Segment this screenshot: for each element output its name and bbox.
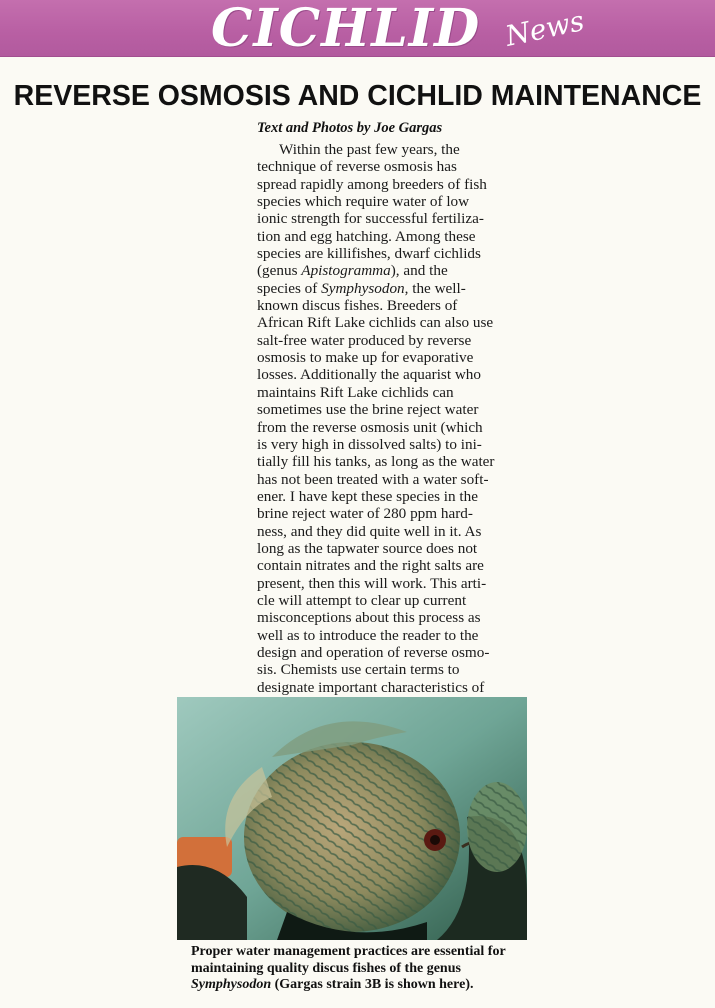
body-line: has not been treated with a water soft- [257,470,489,488]
body-line: from the reverse osmosis unit (which [257,418,483,436]
body-line: tion and egg hatching. Among these [257,227,476,245]
body-line: present, then this will work. This arti- [257,574,487,592]
body-line: tially fill his tanks, as long as the water [257,453,495,471]
body-line: ener. I have kept these species in the [257,487,478,505]
body-line: ionic strength for successful fertiliza- [257,210,484,228]
genus-name: Apistogramma [301,262,391,280]
body-line: well as to introduce the reader to the [257,626,479,644]
body-line: misconceptions about this process as [257,609,481,627]
body-line: is very high in dissolved salts) to ini- [257,435,482,453]
body-line: African Rift Lake cichlids can also use [257,314,494,332]
article-byline: Text and Photos by Joe Gargas [257,120,443,136]
masthead-banner [0,0,715,57]
body-line: species of Symphysodon, the well- [257,279,466,297]
body-line: sometimes use the brine reject water [257,401,479,419]
body-line: species which require water of low [257,193,470,211]
body-line: contain nitrates and the right salts are [257,557,484,575]
body-line: salt-free water produced by reverse [257,331,472,349]
article-body [257,141,495,697]
photo-caption [191,944,531,994]
body-line: design and operation of reverse osmo- [257,643,490,661]
body-line: maintains Rift Lake cichlids can [257,383,454,401]
discus-fish-photo [177,697,527,940]
body-line: designate important characteristics of [257,678,485,696]
body-line: Within the past few years, the [279,141,460,158]
genus-name: Symphysodon [191,977,272,992]
body-line: species are killifishes, dwarf cichlids [257,245,481,263]
article-headline: REVERSE OSMOSIS AND CICHLID MAINTENANCE [13,80,702,112]
caption-line: Proper water management practices are essential for [191,944,506,959]
discus-fish-illustration [177,697,527,940]
body-line: known discus fishes. Breeders of [257,297,458,315]
genus-name: Symphysodon [321,279,405,297]
body-line: ness, and they did quite well in it. As [257,522,482,540]
body-line: losses. Additionally the aquarist who [257,366,481,384]
masthead-title: CICHLID [211,0,481,59]
body-line: brine reject water of 280 ppm hard- [257,505,473,523]
caption-line: Symphysodon (Gargas strain 3B is shown here). [191,977,474,992]
body-line: long as the tapwater source does not [257,539,478,557]
body-line: technique of reverse osmosis has [257,158,457,176]
masthead-subtitle: News [502,4,587,53]
caption-line: maintaining quality discus fishes of the genus [191,960,461,976]
body-line: (genus Apistogramma), and the [257,262,448,280]
body-line: sis. Chemists use certain terms to [257,661,460,679]
body-line: osmosis to make up for evaporative [257,349,474,367]
body-line: cle will attempt to clear up current [257,591,467,609]
body-line: spread rapidly among breeders of fish [257,175,487,193]
